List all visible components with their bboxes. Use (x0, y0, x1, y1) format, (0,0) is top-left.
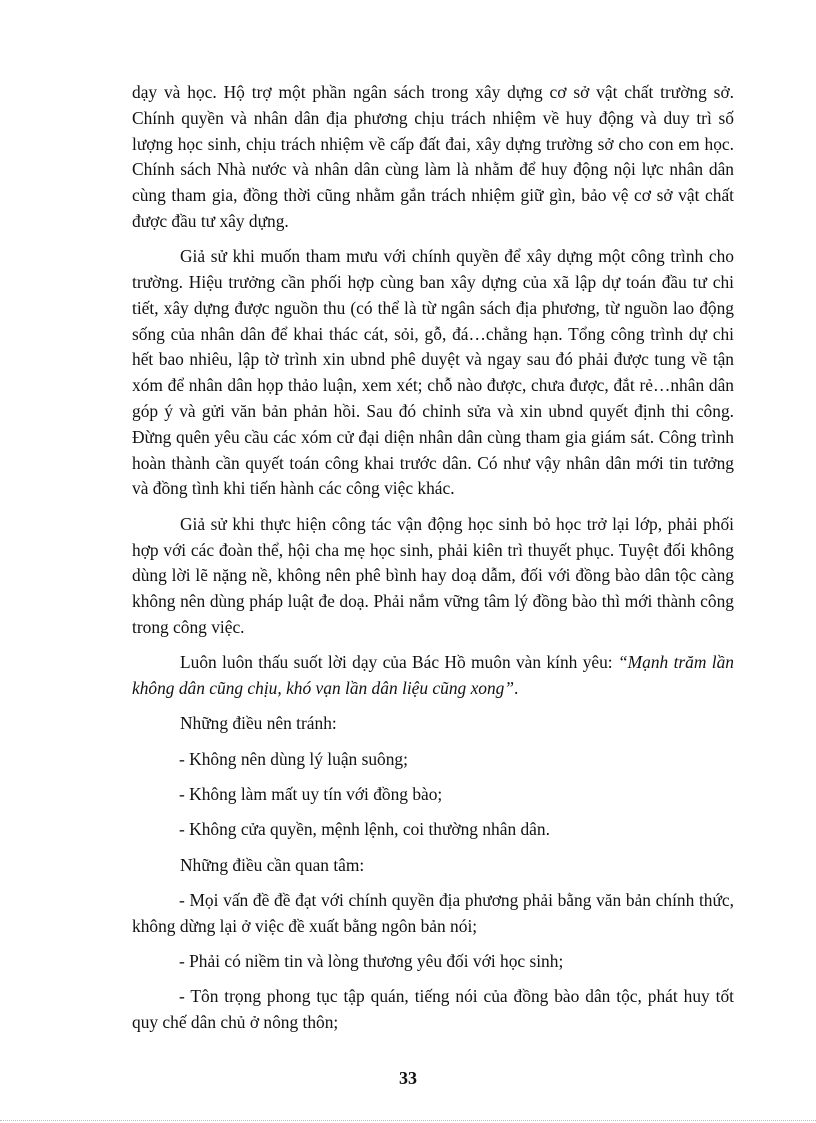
page-number: 33 (399, 1068, 417, 1088)
paragraph-ho-chi-minh-quote (132, 650, 734, 702)
quote-end: . (514, 678, 519, 699)
care-item: - Phải có niềm tin và lòng thương yêu đối với học sinh; (179, 950, 564, 971)
quote-intro: Luôn luôn thấu suốt lời dạy của Bác Hồ muôn vàn kính yêu: (180, 652, 618, 673)
footer-divider (0, 1120, 816, 1121)
care-heading: Những điều cần quan tâm: (180, 854, 365, 875)
paragraph-student-mobilization: Giả sử khi thực hiện công tác vận động học sinh bỏ học trở lại lớp, phải phối hợp với các đoàn thể, hội cha mẹ học sinh, phải kiên trì thuyết phục. Tuyệt đối không dùng lời lẽ nặng nề, không nên phê bình hay doạ dẫm, đối với đồng bào dân tộc càng không nên dùng pháp luật đe doạ. Phải nắm vững tâm lý đồng bào thì mới thành công trong công việc. (132, 513, 734, 637)
paragraph-construction-example: Giả sử khi muốn tham mưu với chính quyền để xây dựng một công trình cho trường. Hiệu trưởng cần phối hợp cùng ban xây dựng của xã lập dự toán đầu tư chi tiết, xây dựng được nguồn thu (có thể là từ ngân sách địa phương, từ nguồn lao động sống của nhân dân để khai thác cát, sỏi, gỗ, đá…chẳng hạn. Tổng công trình dự chi hết bao nhiêu, lập tờ trình xin ubnd phê duyệt và ngay sau đó phải được tung về tận xóm để nhân dân họp thảo luận, xem xét; chỗ nào được, chưa được, đắt rẻ…nhân dân góp ý và gửi văn bản phản hồi. Sau đó chỉnh sửa và xin ubnd quyết định thi công. Đừng quên yêu cầu các xóm cử đại diện nhân dân cùng tham gia giám sát. Công trình hoàn thành cần quyết toán công khai trước dân. Có như vậy nhân dân mới tin tưởng và đồng tình khi tiến hành các công việc khác. (132, 246, 734, 499)
care-item: - Tôn trọng phong tục tập quán, tiếng nói của đồng bào dân tộc, phát huy tốt quy chế dân chủ ở nông thôn; (132, 986, 734, 1032)
care-item: - Mọi vấn đề đề đạt với chính quyền địa phương phải bằng văn bản chính thức, không dừng lại ở việc đề xuất bằng ngôn bản nói; (132, 889, 734, 936)
avoid-heading: Những điều nên tránh: (180, 713, 337, 734)
quote-text: “Mạnh trăm lần không dân cũng chịu, khó vạn lần dân liệu cũng xong” (132, 652, 734, 699)
avoid-item: - Không nên dùng lý luận suông; (179, 748, 408, 769)
paragraph-continued: dạy và học. Hộ trợ một phần ngân sách trong xây dựng cơ sở vật chất trường sở. Chính quyền và nhân dân địa phương chịu trách nhiệm về huy động và duy trì số lượng học sinh, chịu trách nhiệm về cấp đất đai, xây dựng trường sở cho con em học. Chính sách Nhà nước và nhân dân cùng làm là nhằm để huy động nội lực nhân dân cùng tham gia, đồng thời cũng nhằm gắn trách nhiệm giữ gìn, bảo vệ cơ sở vật chất được đầu tư xây dựng. (132, 82, 734, 231)
avoid-item: - Không làm mất uy tín với đồng bào; (179, 783, 443, 804)
avoid-item: - Không cửa quyền, mệnh lệnh, coi thường nhân dân. (179, 819, 550, 840)
body-text (132, 80, 734, 1045)
